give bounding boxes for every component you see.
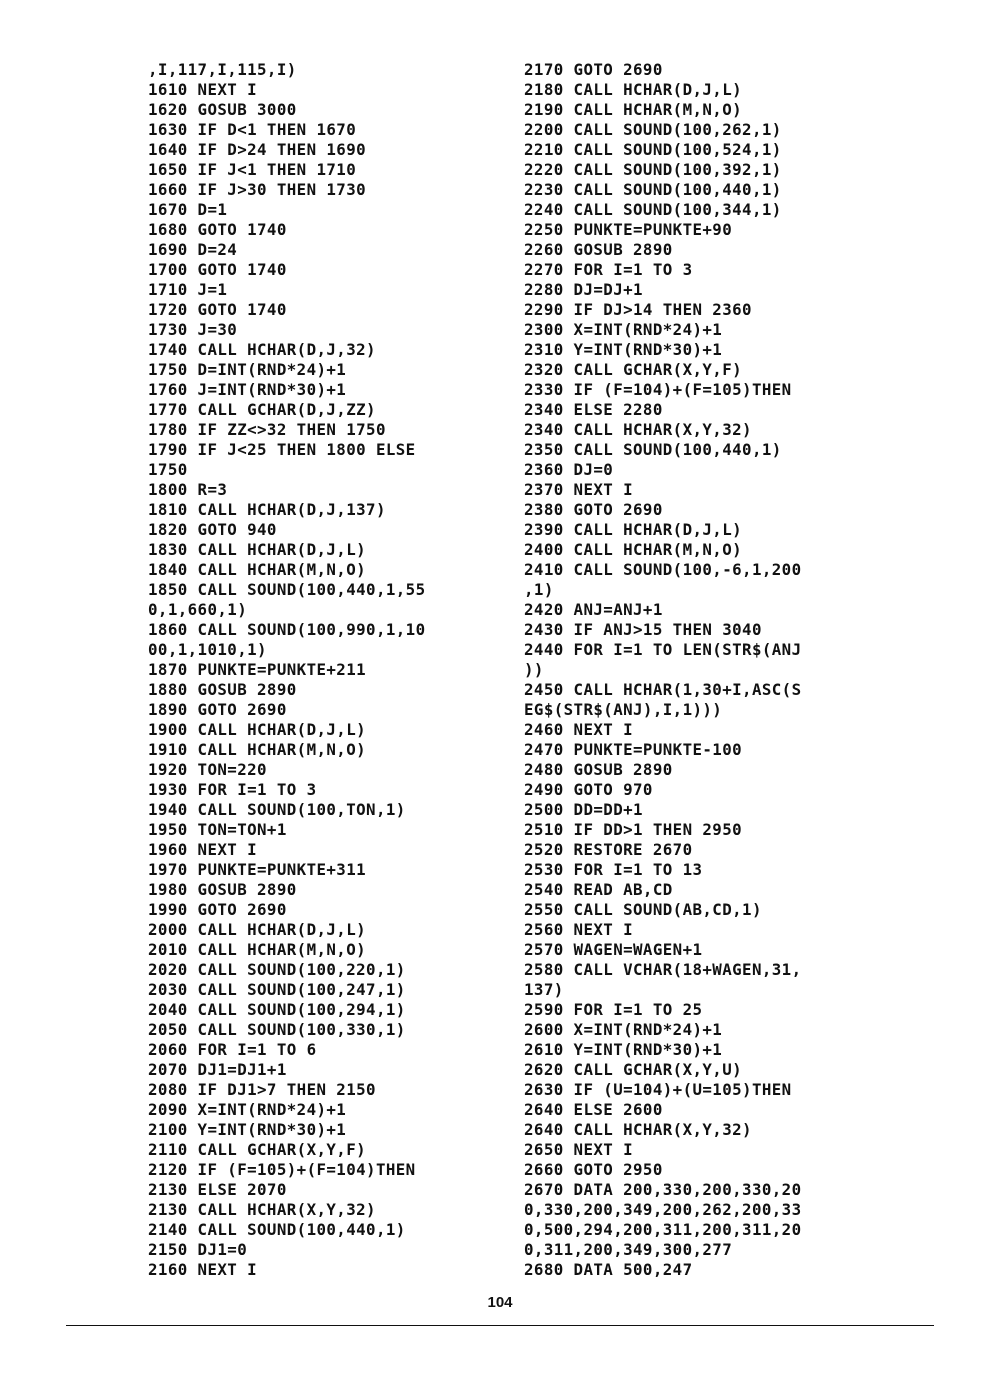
- code-line: 2160 NEXT I: [148, 1260, 258, 1279]
- code-line: 0,1,660,1): [148, 600, 248, 619]
- code-line: 1940 CALL SOUND(100,TON,1): [148, 800, 406, 819]
- code-line: 2080 IF DJ1>7 THEN 2150: [148, 1080, 376, 1099]
- code-line: 2210 CALL SOUND(100,524,1): [524, 140, 782, 159]
- code-line: 2340 CALL HCHAR(X,Y,32): [524, 420, 752, 439]
- code-line: 1750 D=INT(RND*24)+1: [148, 360, 347, 379]
- code-line: 2190 CALL HCHAR(M,N,O): [524, 100, 743, 119]
- code-line: 2060 FOR I=1 TO 6: [148, 1040, 317, 1059]
- code-line: 2630 IF (U=104)+(U=105)THEN: [524, 1080, 792, 1099]
- code-line: 1880 GOSUB 2890: [148, 680, 297, 699]
- listing-column-right: [524, 60, 802, 1280]
- code-line: 2560 NEXT I: [524, 920, 634, 939]
- code-line: 1890 GOTO 2690: [148, 700, 287, 719]
- code-line: 1850 CALL SOUND(100,440,1,55: [148, 580, 426, 599]
- code-line: 2260 GOSUB 2890: [524, 240, 673, 259]
- code-line: 1770 CALL GCHAR(D,J,ZZ): [148, 400, 376, 419]
- code-line: 2400 CALL HCHAR(M,N,O): [524, 540, 743, 559]
- code-line: 2570 WAGEN=WAGEN+1: [524, 940, 703, 959]
- code-line: 2310 Y=INT(RND*30)+1: [524, 340, 723, 359]
- code-line: 2460 NEXT I: [524, 720, 634, 739]
- code-line: 2490 GOTO 970: [524, 780, 653, 799]
- code-line: 1640 IF D>24 THEN 1690: [148, 140, 367, 159]
- code-line: 1820 GOTO 940: [148, 520, 277, 539]
- code-line: 2090 X=INT(RND*24)+1: [148, 1100, 347, 1119]
- code-line: 2470 PUNKTE=PUNKTE-100: [524, 740, 743, 759]
- code-line: 2340 ELSE 2280: [524, 400, 663, 419]
- code-line: ,I,117,I,115,I): [148, 60, 297, 79]
- code-line: 2600 X=INT(RND*24)+1: [524, 1020, 723, 1039]
- code-line: 1650 IF J<1 THEN 1710: [148, 160, 357, 179]
- code-line: 2180 CALL HCHAR(D,J,L): [524, 80, 743, 99]
- code-line: 2350 CALL SOUND(100,440,1): [524, 440, 782, 459]
- code-line: 1740 CALL HCHAR(D,J,32): [148, 340, 376, 359]
- code-line: 2120 IF (F=105)+(F=104)THEN: [148, 1160, 416, 1179]
- code-line: 2500 DD=DD+1: [524, 800, 643, 819]
- code-line: 2280 DJ=DJ+1: [524, 280, 643, 299]
- code-line: 1670 D=1: [148, 200, 228, 219]
- code-line: 1750: [148, 460, 188, 479]
- code-line: 2420 ANJ=ANJ+1: [524, 600, 663, 619]
- code-line: 2020 CALL SOUND(100,220,1): [148, 960, 406, 979]
- code-line: 1810 CALL HCHAR(D,J,137): [148, 500, 386, 519]
- code-line: 2450 CALL HCHAR(1,30+I,ASC(S: [524, 680, 802, 699]
- code-line: 2240 CALL SOUND(100,344,1): [524, 200, 782, 219]
- code-line: 1610 NEXT I: [148, 80, 258, 99]
- code-line: 2440 FOR I=1 TO LEN(STR$(ANJ: [524, 640, 802, 659]
- code-line: 2150 DJ1=0: [148, 1240, 248, 1259]
- code-line: 2230 CALL SOUND(100,440,1): [524, 180, 782, 199]
- listing-column-left: [148, 60, 426, 1280]
- code-line: 1920 TON=220: [148, 760, 267, 779]
- code-line: 1800 R=3: [148, 480, 228, 499]
- code-line: 2640 CALL HCHAR(X,Y,32): [524, 1120, 752, 1139]
- code-line: 2070 DJ1=DJ1+1: [148, 1060, 287, 1079]
- code-line: 1630 IF D<1 THEN 1670: [148, 120, 357, 139]
- code-line: 2640 ELSE 2600: [524, 1100, 663, 1119]
- code-line: 1900 CALL HCHAR(D,J,L): [148, 720, 367, 739]
- code-line: 2330 IF (F=104)+(F=105)THEN: [524, 380, 792, 399]
- code-line: 2140 CALL SOUND(100,440,1): [148, 1220, 406, 1239]
- page-number: 104: [487, 1294, 513, 1311]
- code-line: 1730 J=30: [148, 320, 238, 339]
- code-line: 2680 DATA 500,247: [524, 1260, 693, 1279]
- code-line: 2530 FOR I=1 TO 13: [524, 860, 703, 879]
- code-line: 2590 FOR I=1 TO 25: [524, 1000, 703, 1019]
- code-line: 1720 GOTO 1740: [148, 300, 287, 319]
- code-line: 2290 IF DJ>14 THEN 2360: [524, 300, 752, 319]
- code-line: 1930 FOR I=1 TO 3: [148, 780, 317, 799]
- code-line: 2130 CALL HCHAR(X,Y,32): [148, 1200, 376, 1219]
- code-line: 1690 D=24: [148, 240, 238, 259]
- code-line: 1700 GOTO 1740: [148, 260, 287, 279]
- code-line: 2050 CALL SOUND(100,330,1): [148, 1020, 406, 1039]
- code-line: 2580 CALL VCHAR(18+WAGEN,31,: [524, 960, 802, 979]
- code-line: 2650 NEXT I: [524, 1140, 634, 1159]
- code-line: 2320 CALL GCHAR(X,Y,F): [524, 360, 743, 379]
- code-line: 2610 Y=INT(RND*30)+1: [524, 1040, 723, 1059]
- code-line: 1710 J=1: [148, 280, 228, 299]
- code-line: 1620 GOSUB 3000: [148, 100, 297, 119]
- code-line: 0,500,294,200,311,200,311,20: [524, 1220, 802, 1239]
- code-line: 2220 CALL SOUND(100,392,1): [524, 160, 782, 179]
- footer-rule: [66, 1325, 934, 1326]
- code-line: 2250 PUNKTE=PUNKTE+90: [524, 220, 733, 239]
- code-line: 2480 GOSUB 2890: [524, 760, 673, 779]
- code-line: 2110 CALL GCHAR(X,Y,F): [148, 1140, 367, 1159]
- code-line: 0,330,200,349,200,262,200,33: [524, 1200, 802, 1219]
- code-line: 2370 NEXT I: [524, 480, 634, 499]
- code-line: 1990 GOTO 2690: [148, 900, 287, 919]
- code-line: 2380 GOTO 2690: [524, 500, 663, 519]
- code-line: 2670 DATA 200,330,200,330,20: [524, 1180, 802, 1199]
- code-line: 1790 IF J<25 THEN 1800 ELSE: [148, 440, 416, 459]
- code-line: 2660 GOTO 2950: [524, 1160, 663, 1179]
- code-line: 1760 J=INT(RND*30)+1: [148, 380, 347, 399]
- code-line: 1960 NEXT I: [148, 840, 258, 859]
- code-line: 1950 TON=TON+1: [148, 820, 287, 839]
- code-line: 2130 ELSE 2070: [148, 1180, 287, 1199]
- code-line: 2010 CALL HCHAR(M,N,O): [148, 940, 367, 959]
- code-line: 2030 CALL SOUND(100,247,1): [148, 980, 406, 999]
- code-line: 1780 IF ZZ<>32 THEN 1750: [148, 420, 386, 439]
- code-line: 1660 IF J>30 THEN 1730: [148, 180, 367, 199]
- code-line: 2620 CALL GCHAR(X,Y,U): [524, 1060, 743, 1079]
- code-line: 1860 CALL SOUND(100,990,1,10: [148, 620, 426, 639]
- code-line: 2000 CALL HCHAR(D,J,L): [148, 920, 367, 939]
- code-line: 2540 READ AB,CD: [524, 880, 673, 899]
- code-line: 1980 GOSUB 2890: [148, 880, 297, 899]
- code-line: 137): [524, 980, 564, 999]
- code-line: 2100 Y=INT(RND*30)+1: [148, 1120, 347, 1139]
- code-line: 2430 IF ANJ>15 THEN 3040: [524, 620, 762, 639]
- code-line: 2300 X=INT(RND*24)+1: [524, 320, 723, 339]
- code-line: 00,1,1010,1): [148, 640, 267, 659]
- code-line: 2360 DJ=0: [524, 460, 614, 479]
- code-line: 1970 PUNKTE=PUNKTE+311: [148, 860, 367, 879]
- code-line: ,1): [524, 580, 554, 599]
- code-line: 2040 CALL SOUND(100,294,1): [148, 1000, 406, 1019]
- code-line: 2520 RESTORE 2670: [524, 840, 693, 859]
- code-line: 2550 CALL SOUND(AB,CD,1): [524, 900, 762, 919]
- code-line: 2200 CALL SOUND(100,262,1): [524, 120, 782, 139]
- code-line: 1870 PUNKTE=PUNKTE+211: [148, 660, 367, 679]
- code-line: 1910 CALL HCHAR(M,N,O): [148, 740, 367, 759]
- code-line: EG$(STR$(ANJ),I,1))): [524, 700, 723, 719]
- code-line: 1830 CALL HCHAR(D,J,L): [148, 540, 367, 559]
- code-line: 2510 IF DD>1 THEN 2950: [524, 820, 743, 839]
- code-line: 2410 CALL SOUND(100,-6,1,200: [524, 560, 802, 579]
- code-line: 2270 FOR I=1 TO 3: [524, 260, 693, 279]
- code-line: )): [524, 660, 544, 679]
- code-line: 0,311,200,349,300,277: [524, 1240, 733, 1259]
- code-line: 1840 CALL HCHAR(M,N,O): [148, 560, 367, 579]
- code-line: 2170 GOTO 2690: [524, 60, 663, 79]
- code-line: 2390 CALL HCHAR(D,J,L): [524, 520, 743, 539]
- code-line: 1680 GOTO 1740: [148, 220, 287, 239]
